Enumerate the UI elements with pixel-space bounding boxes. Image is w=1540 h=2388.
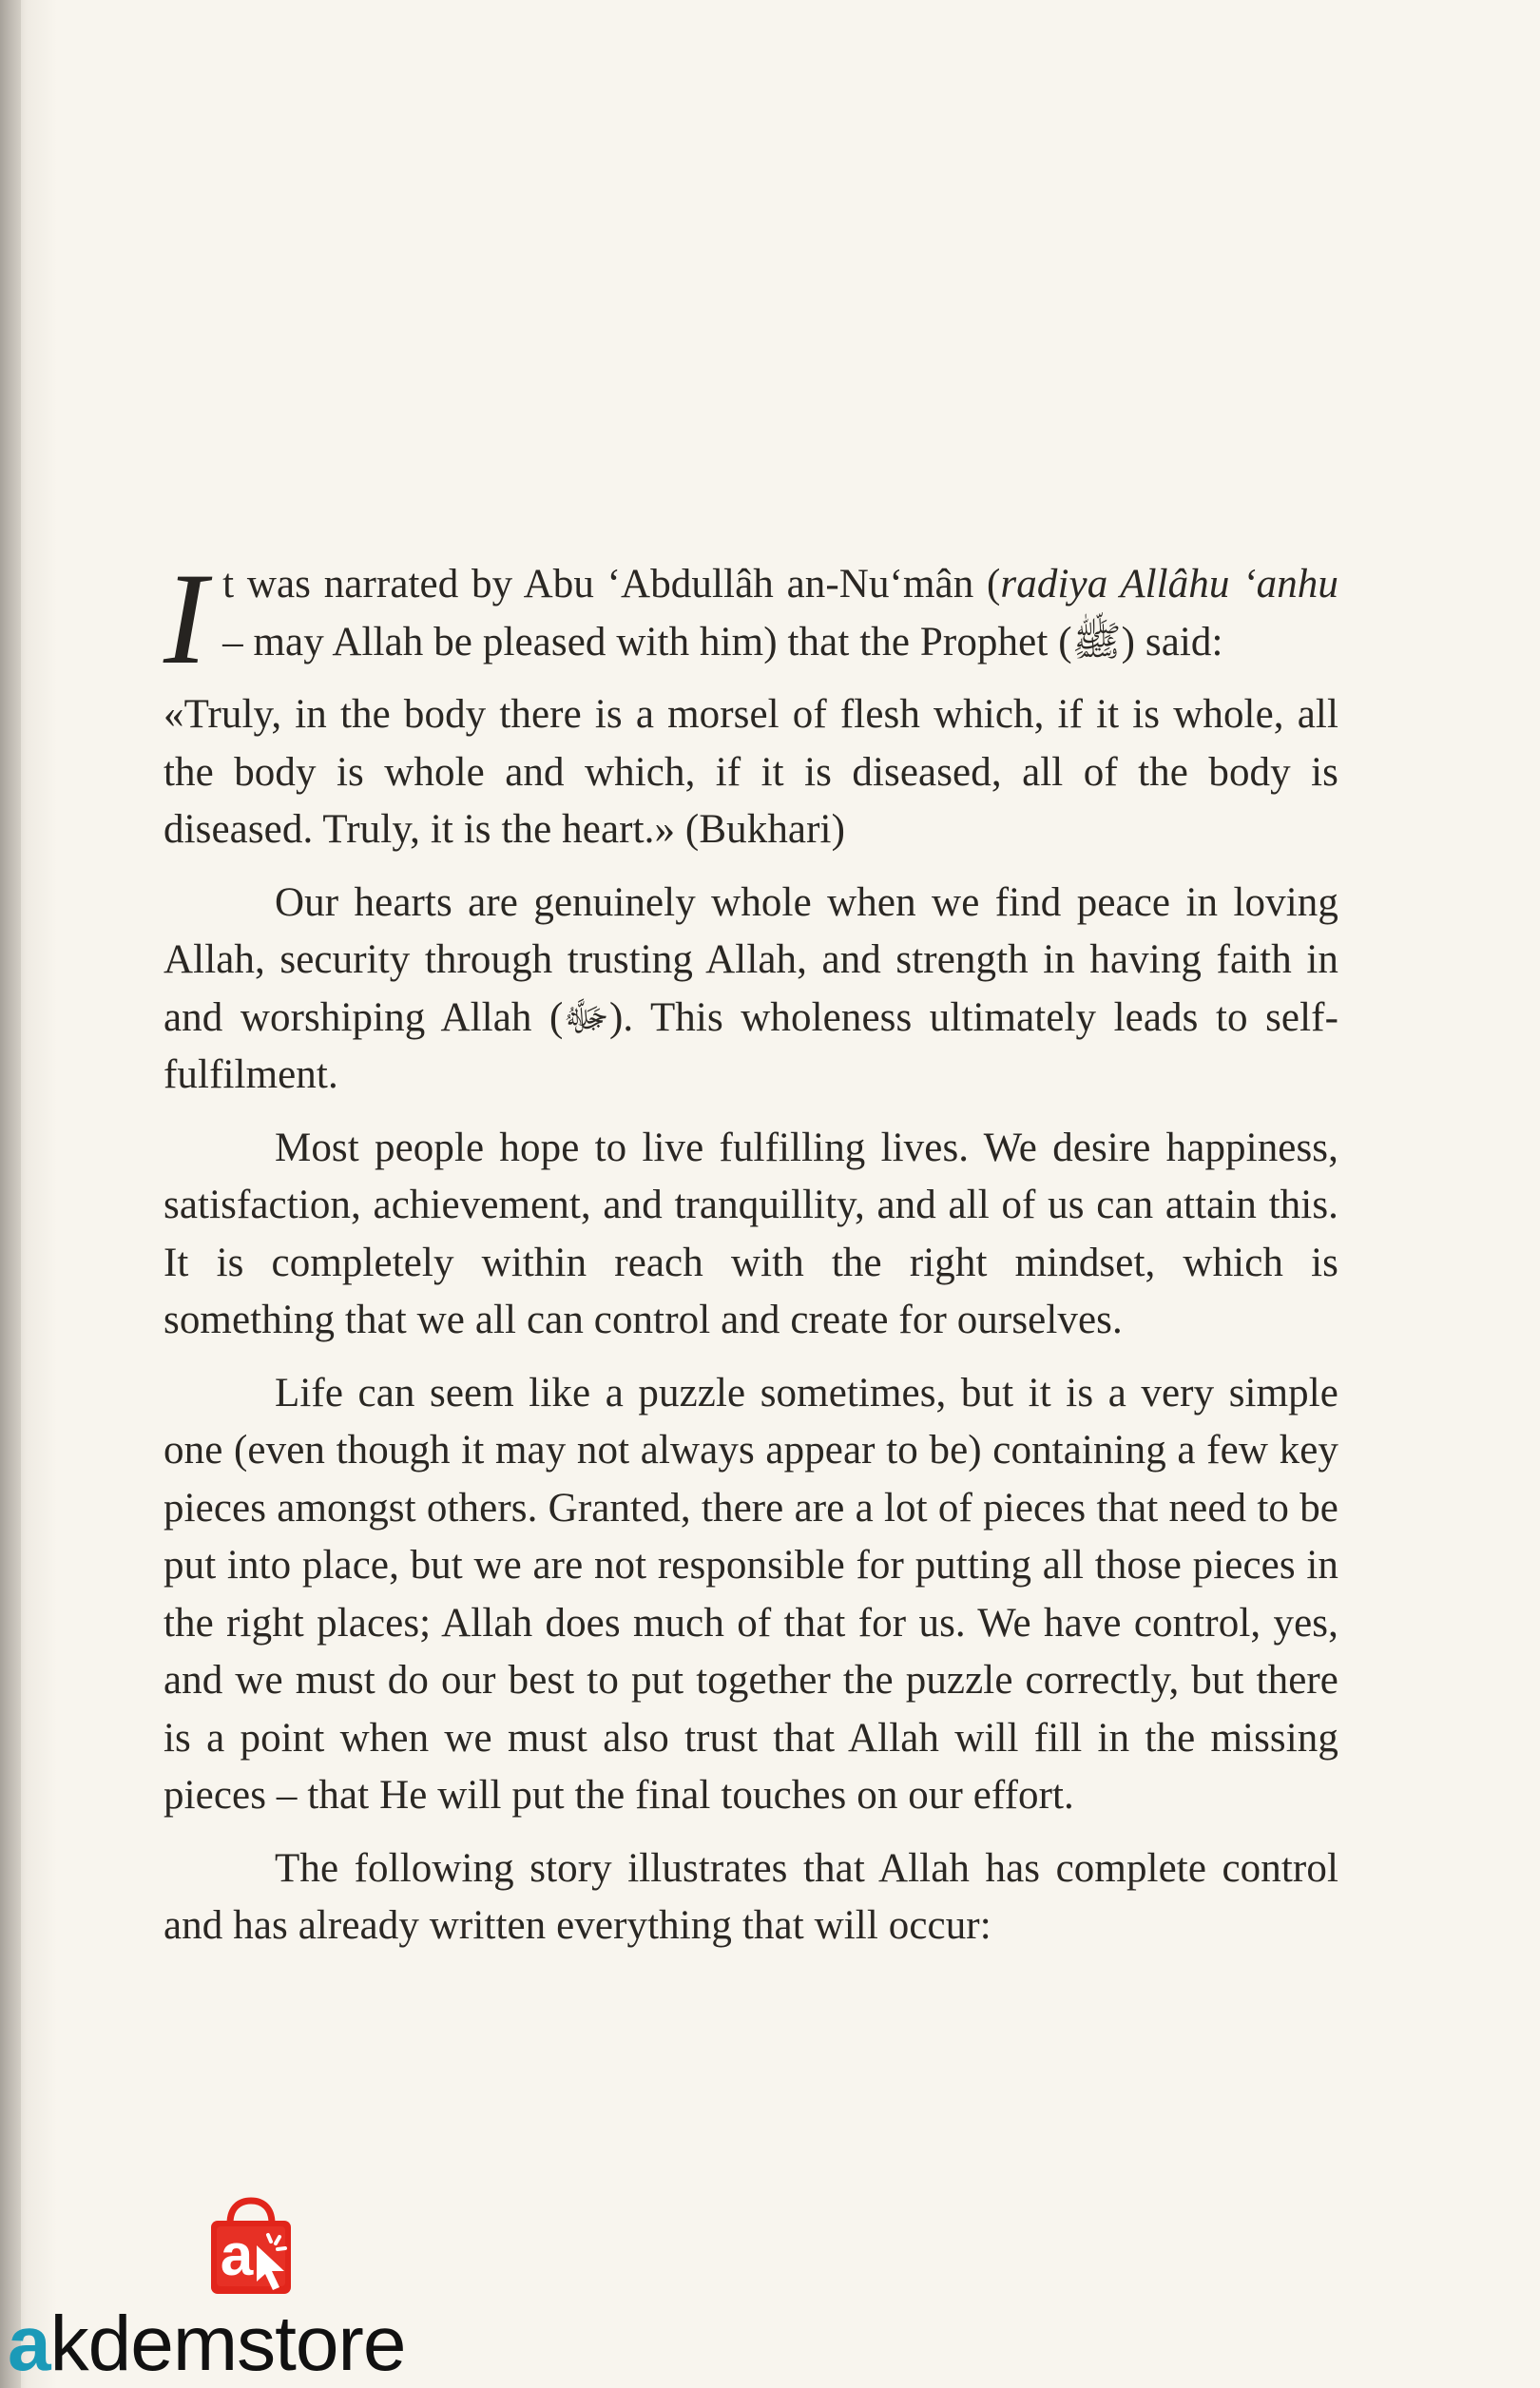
paragraph-4 <box>164 1120 1338 1350</box>
text-run: Most people hope to live fulfilling lives. We desire happiness, satisfaction, achievement, and tranquillity, and all of us can attain this. It is completely within reach with the right mindset, which is something that we all can control and create for ourselves. <box>164 1125 1338 1342</box>
text-run: Life can seem like a puzzle sometimes, but it is a very simple one (even though it may not always appear to be) containing a few key pieces amongst others. Granted, there are a lot of pieces that need to be put into place, but we are not responsible for putting all those pieces in the right places; Allah does much of that for us. We have control, yes, and we must do our best to put together the puzzle correctly, but there is a point when we must also trust that Allah will fill in the missing pieces – that He will put the final touches on our effort. <box>164 1370 1338 1818</box>
text-run: t was narrated by Abu ‘Abdullâh an-Nu‘mân ( <box>222 562 1001 607</box>
text-run: Our hearts are genuinely whole when we find peace in loving Allah, security through trusting Allah, and strength in having faith in and worshiping Allah (ﷻ). This wholeness ultimately leads to self-fulfilment. <box>164 879 1339 1097</box>
text-run: «Truly, in the body there is a morsel of flesh which, if it is whole, all the body is whole and which, if it is diseased, all of the body is diseased. Truly, it is the heart.» (Bukhari) <box>164 692 1338 852</box>
text-run: – may Allah be pleased with him) that the Prophet (ﷺ) said: <box>222 619 1223 664</box>
paragraph-5 <box>164 1365 1338 1825</box>
shopping-bag-logo-icon <box>198 2191 304 2298</box>
paragraph-1 <box>164 546 1338 691</box>
watermark-logo <box>0 2191 513 2388</box>
italic-run: radiya Allâhu ‘anhu <box>1000 562 1338 607</box>
brand-name <box>8 2301 405 2387</box>
brand-text: kdemstore <box>49 2301 406 2387</box>
paragraph-2 <box>164 686 1338 859</box>
page-binding-shadow <box>0 0 21 2388</box>
paragraph-6 <box>164 1840 1338 1955</box>
paragraph-3 <box>164 875 1338 1105</box>
bag-letter: a <box>220 2223 254 2288</box>
text-run: The following story illustrates that Allah has complete control and has already written everything that will occur: <box>164 1845 1338 1948</box>
drop-cap: I <box>164 546 208 691</box>
brand-accent-letter: a <box>8 2301 50 2387</box>
book-text <box>164 546 1339 1971</box>
